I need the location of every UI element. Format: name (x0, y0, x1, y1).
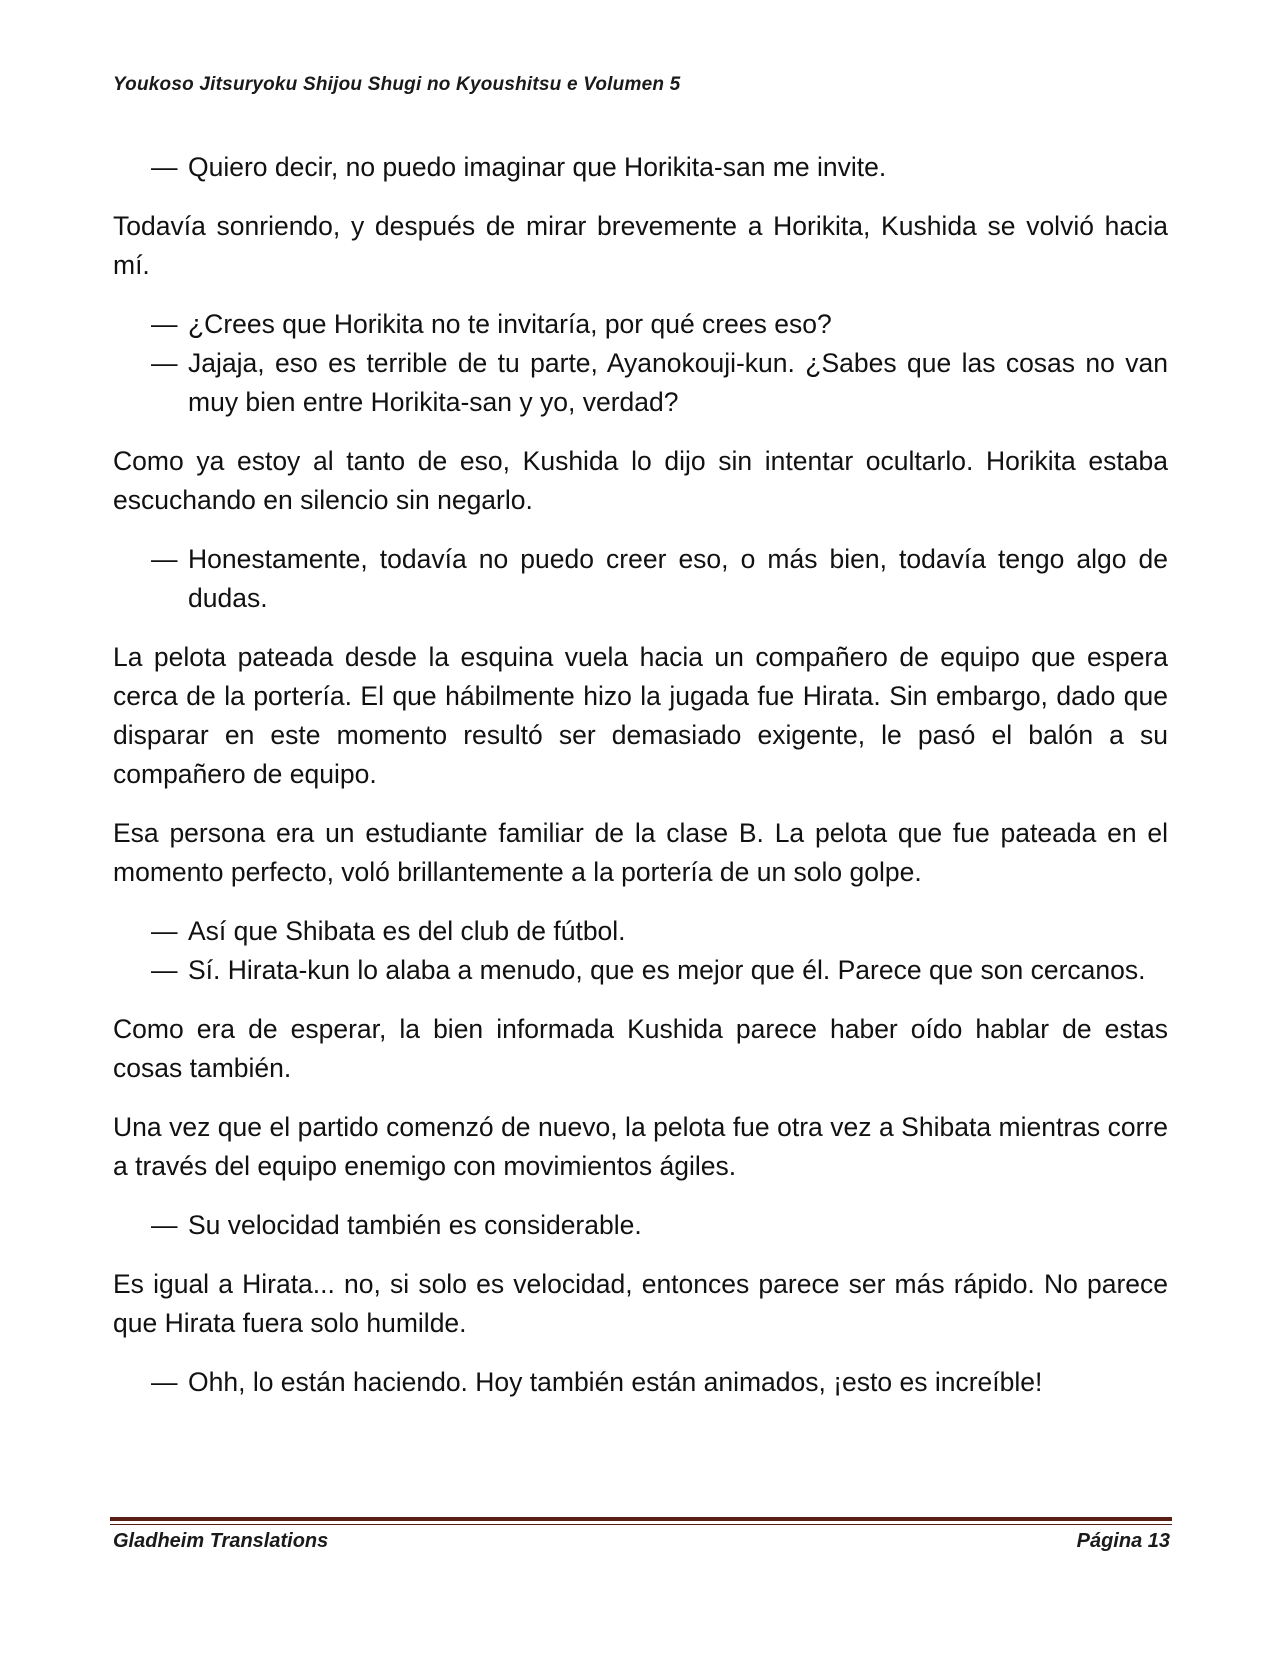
dialogue-line: — Su velocidad también es considerable. (113, 1206, 1168, 1245)
paragraph: Una vez que el partido comenzó de nuevo, la pelota fue otra vez a Shibata mientras corre a través del equipo enemigo con movimientos ágiles. (113, 1112, 1168, 1181)
dialogue-line: — ¿Crees que Horikita no te invitaría, por qué crees eso? (113, 305, 1168, 344)
dialogue-block (113, 912, 1168, 990)
dialogue-dash: — (151, 152, 178, 182)
dialogue-dash: — (151, 309, 178, 339)
footer-rule-thin (110, 1524, 1172, 1525)
dialogue-line: — Ohh, lo están haciendo. Hoy también están animados, ¡esto es increíble! (113, 1363, 1168, 1402)
footer-rule (110, 1517, 1172, 1521)
page-number: Página 13 (1076, 1530, 1170, 1552)
dialogue-dash: — (151, 544, 178, 574)
page-body (113, 148, 1168, 1422)
dialogue-block (113, 1206, 1168, 1245)
paragraph: Esa persona era un estudiante familiar de la clase B. La pelota que fue pateada en el momento perfecto, voló brillantemente a la portería de un solo golpe. (113, 818, 1168, 887)
paragraph: Como era de esperar, la bien informada Kushida parece haber oído hablar de estas cosas también. (113, 1014, 1168, 1083)
footer-credit: Gladheim Translations (113, 1530, 329, 1552)
paragraph: Es igual a Hirata... no, si solo es velocidad, entonces parece ser más rápido. No parece que Hirata fuera solo humilde. (113, 1269, 1168, 1338)
dialogue-block (113, 540, 1168, 618)
dialogue-line: — Así que Shibata es del club de fútbol. (113, 912, 1168, 951)
dialogue-line: — Sí. Hirata-kun lo alaba a menudo, que es mejor que él. Parece que son cercanos. (113, 951, 1168, 990)
dialogue-block (113, 305, 1168, 422)
paragraph: Como ya estoy al tanto de eso, Kushida lo dijo sin intentar ocultarlo. Horikita estaba escuchando en silencio sin negarlo. (113, 446, 1168, 515)
dialogue-line: — Quiero decir, no puedo imaginar que Horikita-san me invite. (113, 148, 1168, 187)
dialogue-dash: — (151, 1210, 178, 1240)
dialogue-line: — Jajaja, eso es terrible de tu parte, Ayanokouji-kun. ¿Sabes que las cosas no van muy bien entre Horikita-san y yo, verdad? (113, 344, 1168, 422)
paragraph: Todavía sonriendo, y después de mirar brevemente a Horikita, Kushida se volvió hacia mí. (113, 211, 1168, 280)
paragraph: La pelota pateada desde la esquina vuela hacia un compañero de equipo que espera cerca de la portería. El que hábilmente hizo la jugada fue Hirata. Sin embargo, dado que disparar en este momento resultó ser demasiado exigente, le pasó el balón a su compañero de equipo. (113, 642, 1168, 789)
dialogue-dash: — (151, 916, 178, 946)
dialogue-block (113, 148, 1168, 187)
dialogue-block (113, 1363, 1168, 1402)
dialogue-dash: — (151, 1367, 178, 1397)
dialogue-dash: — (151, 955, 178, 985)
dialogue-line: — Honestamente, todavía no puedo creer eso, o más bien, todavía tengo algo de dudas. (113, 540, 1168, 618)
header-title: Youkoso Jitsuryoku Shijou Shugi no Kyoushitsu e Volumen 5 (113, 74, 681, 95)
dialogue-dash: — (151, 348, 178, 378)
